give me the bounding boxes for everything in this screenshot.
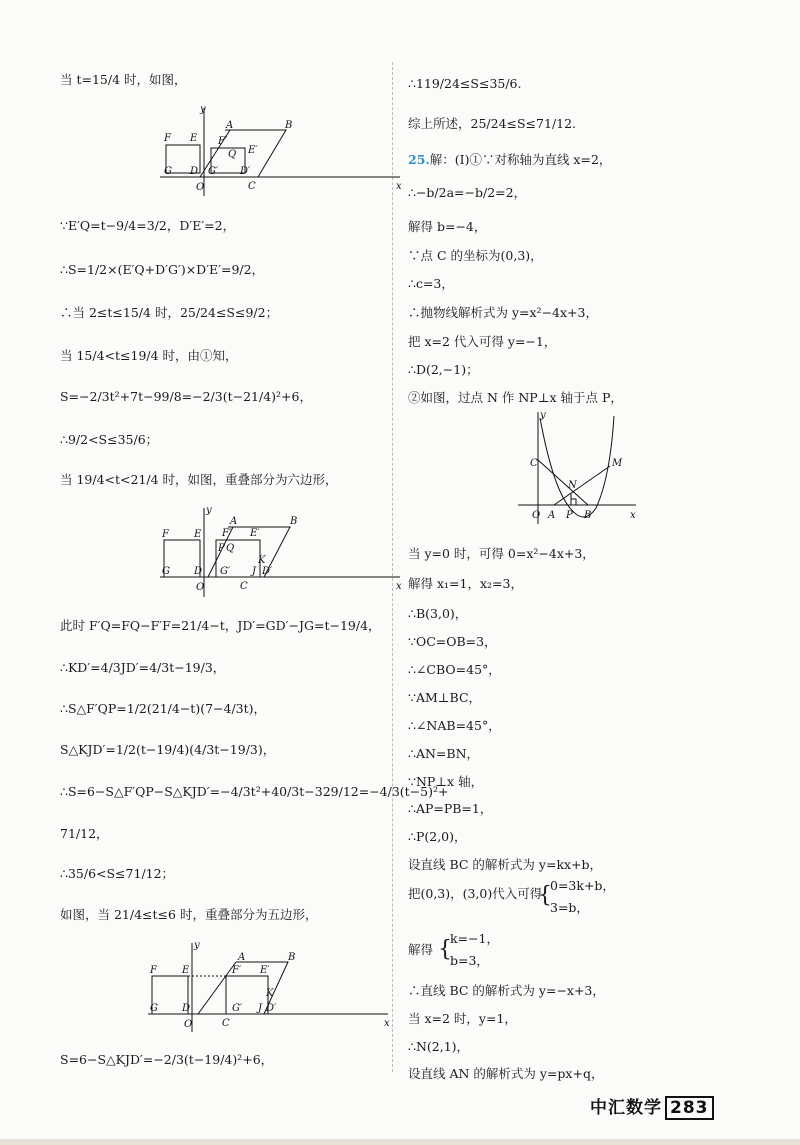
- figure-pentagon: [148, 940, 398, 1035]
- question-25: [408, 152, 611, 168]
- svg-text:F′: F′: [222, 528, 232, 539]
- text-line: ②如图，过点 N 作 NP⊥x 轴于点 P，: [408, 390, 623, 405]
- text-line: 解得 b=−4，: [408, 219, 487, 234]
- svg-text:K: K: [266, 988, 274, 999]
- svg-text:O: O: [196, 182, 205, 193]
- svg-text:N: N: [568, 480, 577, 491]
- svg-text:E′: E′: [250, 528, 260, 539]
- text-line: ∵E′Q=t−9/4=3/2，D′E′=2，: [60, 218, 236, 233]
- svg-text:E′: E′: [248, 145, 258, 156]
- question-number: 25.: [408, 152, 430, 167]
- svg-text:E: E: [190, 133, 198, 144]
- text-line: 解得 x₁=1，x₂=3，: [408, 576, 523, 591]
- text-line: ∴S=6−S△F′QP−S△KJD′=−4/3t²+40/3t−329/12=−4/3(t−5)²+: [60, 784, 449, 799]
- svg-text:D′: D′: [262, 566, 273, 577]
- text-line: S=−2/3t²+7t−99/8=−2/3(t−21/4)²+6，: [60, 389, 312, 404]
- solution-b: b=3，: [450, 953, 489, 968]
- svg-text:y: y: [206, 505, 212, 516]
- svg-text:O: O: [532, 510, 541, 521]
- text-line: ∴抛物线解析式为 y=x²−4x+3，: [408, 305, 598, 320]
- svg-text:y: y: [200, 104, 206, 115]
- svg-text:C: C: [248, 181, 256, 192]
- svg-text:x: x: [396, 181, 402, 192]
- text-line: ∴B(3,0)，: [408, 606, 468, 621]
- text-line: ∴119/24≤S≤35/6.: [408, 76, 522, 91]
- text-line: ∴D(2,−1)；: [408, 362, 479, 377]
- svg-text:Q: Q: [228, 149, 237, 160]
- svg-text:B: B: [288, 952, 296, 963]
- figure-parabola: [518, 408, 638, 526]
- system-eq-2: 3=b，: [550, 900, 589, 915]
- svg-text:E: E: [182, 965, 190, 976]
- svg-text:B: B: [584, 510, 592, 521]
- text-line: 当 19/4<t<21/4 时，如图，重叠部分为六边形，: [60, 472, 338, 487]
- text-line: ∵OC=OB=3，: [408, 634, 497, 649]
- text-line: 设直线 AN 的解析式为 y=px+q，: [408, 1066, 604, 1081]
- svg-text:D: D: [190, 166, 199, 177]
- system-eq-1: 0=3k+b，: [550, 878, 615, 893]
- svg-text:x: x: [630, 510, 636, 521]
- svg-text:A: A: [230, 516, 238, 527]
- text-line: ∴S=1/2×(E′Q+D′G′)×D′E′=9/2，: [60, 262, 265, 277]
- text-line: 当 x=2 时，y=1，: [408, 1011, 517, 1026]
- svg-text:P: P: [566, 510, 573, 521]
- svg-text:O: O: [184, 1019, 193, 1030]
- text-line: 如图，当 21/4≤t≤6 时，重叠部分为五边形，: [60, 907, 318, 922]
- book-title: 中汇数学: [590, 1098, 662, 1118]
- text-line: ∵NP⊥x 轴，: [408, 774, 484, 789]
- text-line: ∴KD′=4/3JD′=4/3t−19/3，: [60, 660, 226, 675]
- svg-text:G′: G′: [220, 566, 231, 577]
- svg-text:F′: F′: [232, 965, 242, 976]
- text-line: ∴当 2≤t≤15/4 时，25/24≤S≤9/2；: [60, 305, 279, 320]
- text-line: S=6−S△KJD′=−2/3(t−19/4)²+6，: [60, 1052, 274, 1067]
- svg-text:G: G: [164, 166, 172, 177]
- svg-text:Q: Q: [226, 543, 235, 554]
- svg-text:C: C: [240, 581, 248, 592]
- svg-text:E′: E′: [260, 965, 270, 976]
- svg-text:x: x: [396, 581, 402, 592]
- svg-text:A: A: [238, 952, 246, 963]
- figure-t-15-4: [160, 104, 410, 199]
- text-line: ∵点 C 的坐标为(0,3)，: [408, 248, 543, 263]
- text-line: S△KJD′=1/2(t−19/4)(4/3t−19/3)，: [60, 742, 276, 757]
- svg-text:C: C: [530, 458, 538, 469]
- text-line: ∴AP=PB=1，: [408, 801, 493, 816]
- text-line: 设直线 BC 的解析式为 y=kx+b，: [408, 857, 603, 872]
- svg-text:E: E: [194, 529, 202, 540]
- svg-text:D: D: [194, 566, 203, 577]
- text-line: ∴c=3，: [408, 276, 454, 291]
- text-line: ∴P(2,0)，: [408, 829, 467, 844]
- text-line: ∴AN=BN，: [408, 746, 480, 761]
- text-line: ∴35/6<S≤71/12；: [60, 866, 175, 881]
- text-line: 当 y=0 时，可得 0=x²−4x+3，: [408, 546, 595, 561]
- svg-text:C: C: [222, 1018, 230, 1029]
- svg-text:D: D: [182, 1003, 191, 1014]
- text-line: 71/12，: [60, 826, 109, 841]
- text-line: 当 t=15/4 时，如图，: [60, 72, 187, 87]
- page-footer: [590, 1093, 714, 1120]
- svg-text:A: A: [226, 120, 234, 131]
- brace-1: {: [538, 883, 552, 908]
- solution-k: k=−1，: [450, 931, 499, 946]
- svg-text:M: M: [612, 458, 623, 469]
- svg-text:F: F: [150, 965, 157, 976]
- svg-text:P: P: [218, 543, 225, 554]
- svg-text:K: K: [258, 555, 266, 566]
- svg-text:F′: F′: [218, 136, 228, 147]
- svg-text:D′: D′: [240, 166, 251, 177]
- text-line: 当 15/4<t≤19/4 时，由①知，: [60, 348, 238, 363]
- svg-text:F: F: [162, 529, 169, 540]
- text-line: 解：(Ⅰ)①∵对称轴为直线 x=2，: [429, 152, 612, 167]
- text-line: 把(0,3)，(3,0)代入可得: [408, 886, 543, 901]
- figure-hexagon: [160, 505, 410, 600]
- text-line: 把 x=2 代入可得 y=−1，: [408, 334, 557, 349]
- text-line: ∴S△F′QP=1/2(21/4−t)(7−4/3t)，: [60, 701, 267, 716]
- svg-text:B: B: [290, 516, 298, 527]
- svg-text:G′: G′: [208, 166, 219, 177]
- text-line: 此时 F′Q=FQ−F′F=21/4−t，JD′=GD′−JG=t−19/4，: [60, 618, 381, 633]
- text-line: ∴∠CBO=45°，: [408, 662, 501, 677]
- text-line: ∵AM⊥BC，: [408, 690, 482, 705]
- text-line: ∴直线 BC 的解析式为 y=−x+3，: [408, 983, 605, 998]
- svg-text:y: y: [540, 410, 546, 421]
- svg-text:A: A: [548, 510, 556, 521]
- text-line: ∴−b/2a=−b/2=2，: [408, 185, 527, 200]
- page-number: 283: [665, 1096, 714, 1120]
- text-line: ∴∠NAB=45°，: [408, 718, 501, 733]
- page-edge: [0, 1139, 800, 1145]
- brace-2: {: [438, 937, 452, 962]
- text-line: ∴N(2,1)，: [408, 1039, 470, 1054]
- svg-text:J: J: [258, 1003, 263, 1014]
- svg-text:G: G: [150, 1003, 158, 1014]
- text-line: 解得: [408, 942, 434, 957]
- svg-text:F: F: [164, 133, 171, 144]
- svg-text:B: B: [285, 120, 293, 131]
- svg-text:D′: D′: [266, 1003, 277, 1014]
- text-line: 综上所述，25/24≤S≤71/12.: [408, 116, 577, 131]
- svg-text:G′: G′: [232, 1003, 243, 1014]
- svg-text:O: O: [196, 582, 205, 593]
- svg-text:J: J: [252, 566, 257, 577]
- svg-text:G: G: [162, 566, 170, 577]
- svg-text:x: x: [384, 1018, 390, 1029]
- text-line: ∴9/2<S≤35/6；: [60, 432, 159, 447]
- svg-text:y: y: [194, 940, 200, 951]
